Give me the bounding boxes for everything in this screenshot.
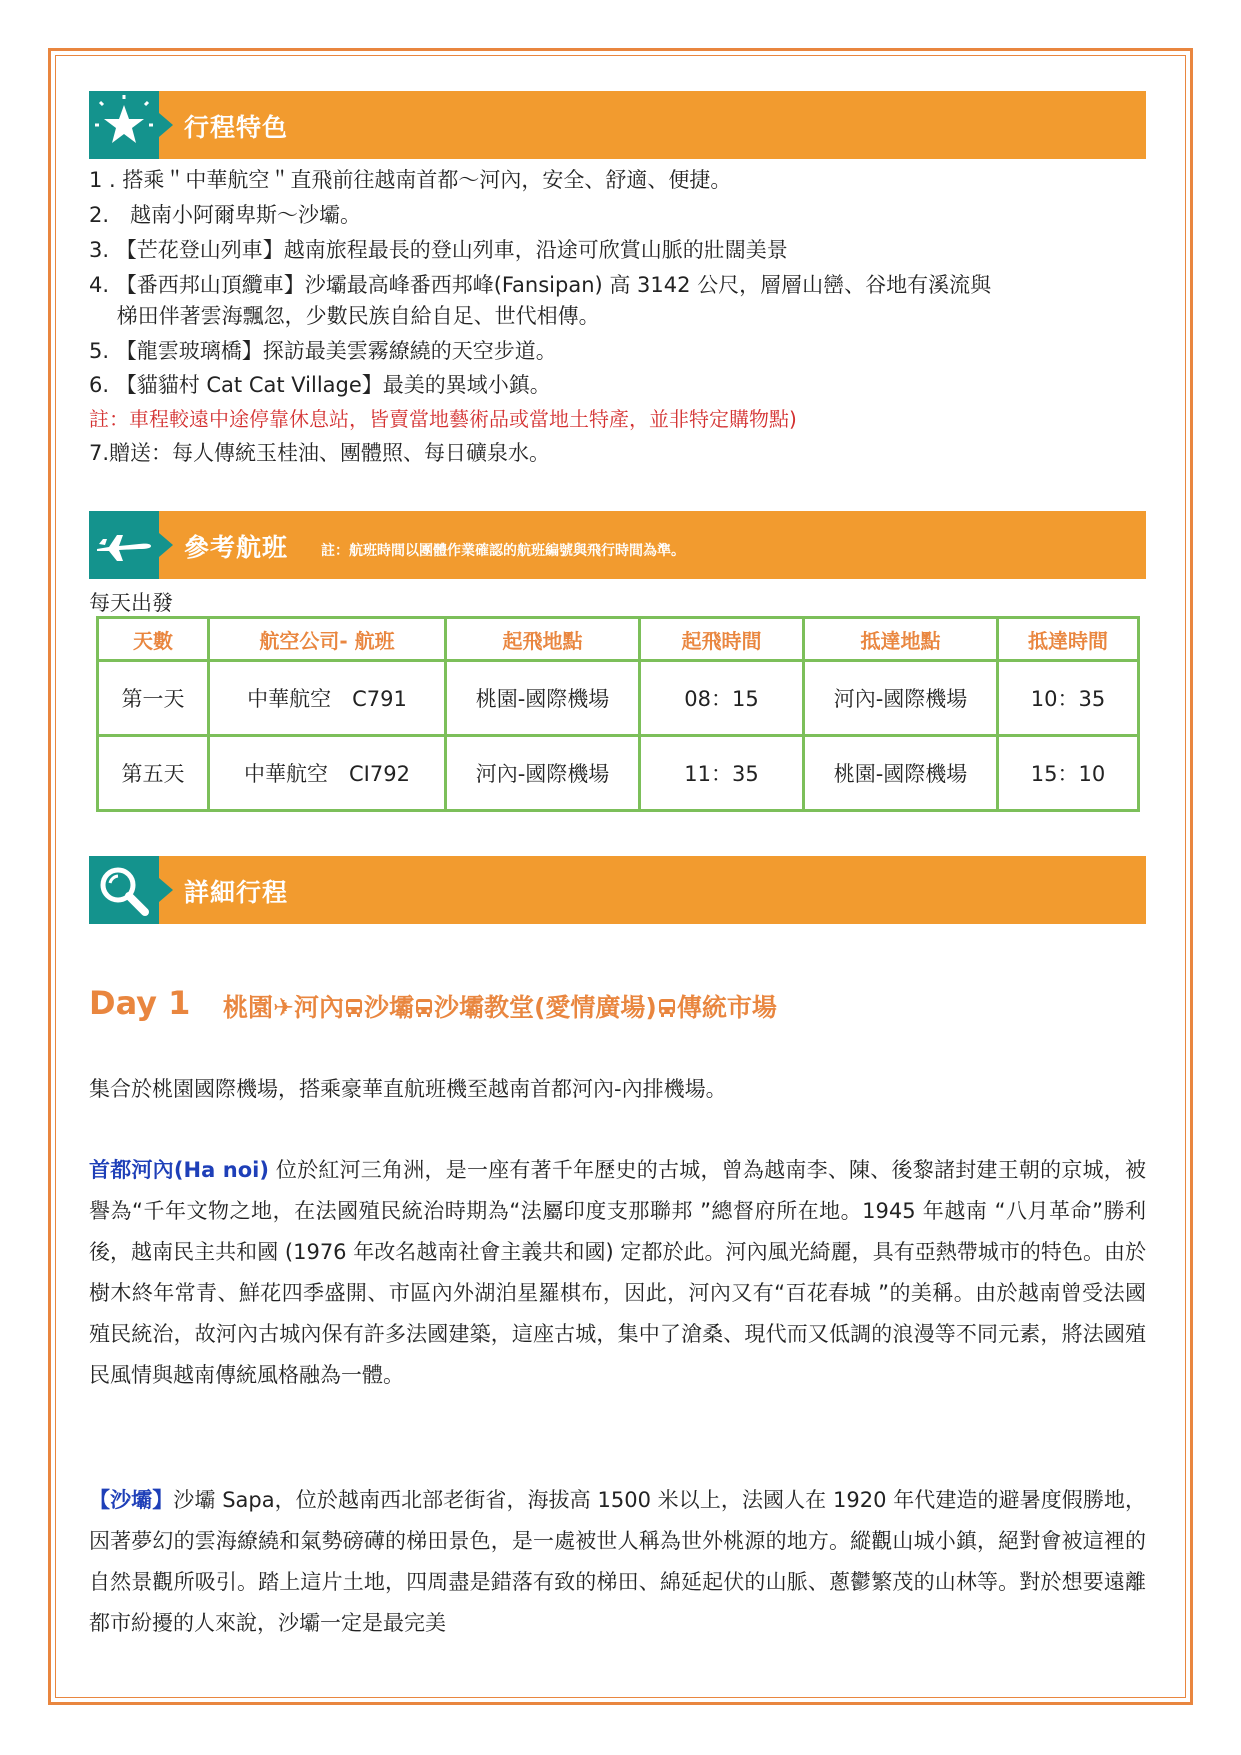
hanoi-name: 首都河內(Ha noi) xyxy=(89,1158,269,1182)
bus-icon xyxy=(414,993,434,1022)
hanoi-paragraph xyxy=(89,1150,1146,1396)
table-cell: 第一天 xyxy=(98,661,209,736)
sapa-text: 沙壩 Sapa，位於越南西北部老街省，海拔高 1500 米以上，法國人在 1920 年代建造的避暑度假勝地，因著夢幻的雲海繚繞和氣勢磅礡的梯田景色，是一處被世人稱為世外桃源的地方。縱觀山城小鎮，絕對會被這裡的自然景觀所吸引。踏上這片土地，四周盡是錯落有致的梯田、綿延起伏的山脈、蔥鬱繁茂的山林等。對於想要遠離都市紛擾的人來說，沙壩一定是最完美 xyxy=(89,1488,1146,1635)
table-cell: 08：15 xyxy=(640,661,804,736)
column-header: 抵達地點 xyxy=(804,618,998,661)
table-cell: 15：10 xyxy=(998,736,1139,811)
table-cell: 桃園-國際機場 xyxy=(804,736,998,811)
day-1-heading xyxy=(89,984,777,1022)
day1-intro: 集合於桃園國際機場，搭乘豪華直航班機至越南首都河內-內排機場。 xyxy=(89,1077,727,1101)
column-header: 抵達時間 xyxy=(998,618,1139,661)
feature-item-4: 4. 【番西邦山頂纜車】沙壩最高峰番西邦峰(Fansipan) 高 3142 公尺，層層山巒、谷地有溪流與 xyxy=(89,273,992,297)
table-cell: 河內-國際機場 xyxy=(804,661,998,736)
table-cell: 第五天 xyxy=(98,736,209,811)
features-section-header xyxy=(89,91,1146,159)
sapa-paragraph xyxy=(89,1480,1146,1644)
header-pointer xyxy=(159,113,173,137)
table-cell: 11：35 xyxy=(640,736,804,811)
column-header: 天數 xyxy=(98,618,209,661)
day-label: Day 1 xyxy=(89,984,191,1022)
header-pointer xyxy=(159,878,173,902)
details-title: 詳細行程 xyxy=(184,878,289,907)
table-row xyxy=(98,736,1139,811)
details-section-header xyxy=(89,856,1146,924)
route-stop: 沙壩 xyxy=(363,993,414,1022)
flight-table xyxy=(96,616,1140,812)
bus-icon xyxy=(657,993,677,1022)
table-cell: 10：35 xyxy=(998,661,1139,736)
feature-item-6: 6. 【貓貓村 Cat Cat Village】最美的異域小鎮。 xyxy=(89,373,551,397)
feature-item-4-cont: 梯田伴著雲海飄忽，少數民族自給自足、世代相傳。 xyxy=(89,304,600,328)
flight-table-header-row xyxy=(98,618,1139,661)
route-stop: 桃園 xyxy=(223,993,274,1022)
route-stop: 河內 xyxy=(293,993,344,1022)
hanoi-text: 位於紅河三角洲，是一座有著千年歷史的古城，曾為越南李、陳、後黎諸封建王朝的京城，被譽為“千年文物之地，在法國殖民統治時期為“法屬印度支那聯邦 ”總督府所在地。1945 年越南 “八月革命”勝利後，越南民主共和國 (1976 年改名越南社會主義共和國) 定都於此。河內風光綺麗，具有亞熱帶城市的特色。由於樹木終年常青、鮮花四季盛開、市區內外湖泊星羅棋布，因此，河內又有“百花春城 ”的美稱。由於越南曾受法國殖民統治，故河內古城內保有許多法國建築，這座古城，集中了滄桑、現代而又低調的浪漫等不同元素，將法國殖民風情與越南傳統風格融為一體。 xyxy=(89,1158,1147,1387)
features-title: 行程特色 xyxy=(184,113,289,142)
feature-item-5: 5. 【龍雲玻璃橋】探訪最美雲霧繚繞的天空步道。 xyxy=(89,339,557,363)
table-cell: 中華航空 CI792 xyxy=(209,736,446,811)
table-cell: 桃園-國際機場 xyxy=(446,661,640,736)
feature-item-1: 1 . 搭乘＂中華航空＂直飛前往越南首都～河內，安全、舒適、便捷。 xyxy=(89,168,732,192)
sapa-name: 【沙壩】 xyxy=(89,1488,174,1512)
day-route xyxy=(223,988,777,1024)
shopping-note: 註：車程較遠中途停靠休息站，皆賣當地藝術品或當地土特產，並非特定購物點) xyxy=(89,407,797,431)
feature-item-7: 7.贈送：每人傳統玉桂油、團體照、每日礦泉水。 xyxy=(89,441,551,465)
bus-icon xyxy=(344,993,364,1022)
column-header: 起飛時間 xyxy=(640,618,804,661)
airplane-icon xyxy=(89,511,159,579)
route-stop: 傳統市場 xyxy=(676,993,777,1022)
column-header: 起飛地點 xyxy=(446,618,640,661)
magnifier-icon xyxy=(89,856,159,924)
table-cell: 中華航空 C791 xyxy=(209,661,446,736)
flights-note: 註：航班時間以團體作業確認的航班編號與飛行時間為準。 xyxy=(321,543,685,559)
table-row xyxy=(98,661,1139,736)
header-pointer xyxy=(159,533,173,557)
table-cell: 河內-國際機場 xyxy=(446,736,640,811)
route-stop: 沙壩教堂(愛情廣場) xyxy=(434,993,657,1022)
column-header: 航空公司- 航班 xyxy=(209,618,446,661)
daily-departure-label: 每天出發 xyxy=(89,591,173,615)
feature-item-3: 3. 【芒花登山列車】越南旅程最長的登山列車，沿途可欣賞山脈的壯闊美景 xyxy=(89,238,788,262)
airplane-icon: ✈ xyxy=(273,993,294,1022)
star-icon xyxy=(89,91,159,159)
flights-section-header xyxy=(89,511,1146,579)
feature-item-2: 2. 越南小阿爾卑斯～沙壩。 xyxy=(89,203,362,227)
flights-title: 參考航班 xyxy=(184,533,289,562)
